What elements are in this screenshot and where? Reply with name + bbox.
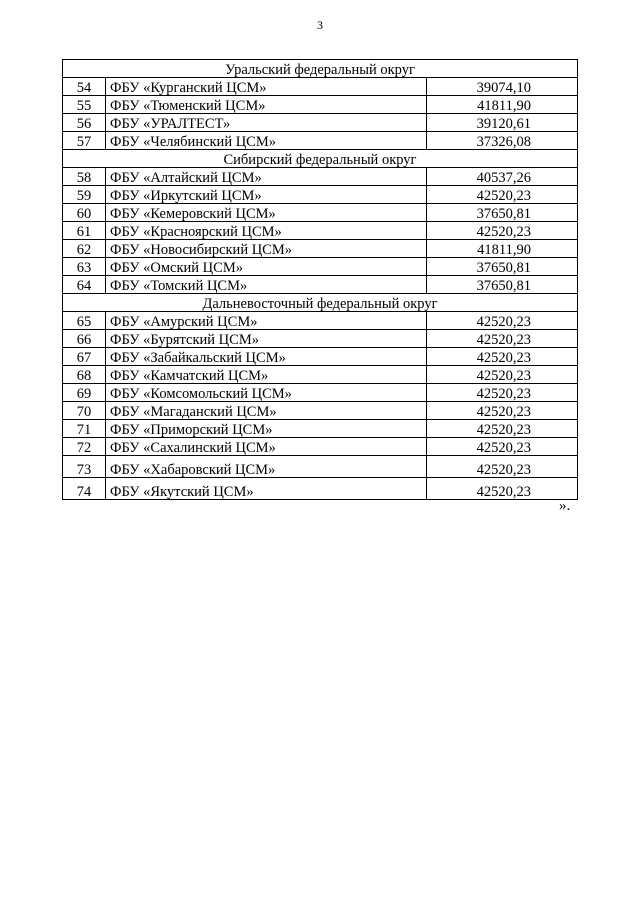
organization-name: ФБУ «Томский ЦСМ»: [106, 276, 427, 294]
organization-name: ФБУ «Магаданский ЦСМ»: [106, 402, 427, 420]
table-row: [63, 132, 578, 150]
organization-name: ФБУ «Сахалинский ЦСМ»: [106, 438, 427, 456]
amount-value: 42520,23: [427, 420, 578, 438]
row-number: 73: [63, 456, 106, 478]
amount-value: 37650,81: [427, 276, 578, 294]
row-number: 72: [63, 438, 106, 456]
amount-value: 42520,23: [427, 312, 578, 330]
section-title: Сибирский федеральный округ: [63, 150, 578, 168]
organization-name: ФБУ «Иркутский ЦСМ»: [106, 186, 427, 204]
organization-name: ФБУ «Тюменский ЦСМ»: [106, 96, 427, 114]
section-header-row: [63, 60, 578, 78]
amount-value: 42520,23: [427, 438, 578, 456]
organizations-table: [62, 59, 578, 500]
amount-value: 42520,23: [427, 402, 578, 420]
section-title: Дальневосточный федеральный округ: [63, 294, 578, 312]
organization-name: ФБУ «Комсомольский ЦСМ»: [106, 384, 427, 402]
organization-name: ФБУ «Омский ЦСМ»: [106, 258, 427, 276]
table-row: [63, 438, 578, 456]
organization-name: ФБУ «Кемеровский ЦСМ»: [106, 204, 427, 222]
section-header-row: [63, 294, 578, 312]
organization-name: ФБУ «Челябинский ЦСМ»: [106, 132, 427, 150]
amount-value: 42520,23: [427, 222, 578, 240]
table-row: [63, 96, 578, 114]
amount-value: 42520,23: [427, 366, 578, 384]
organization-name: ФБУ «Амурский ЦСМ»: [106, 312, 427, 330]
table-row: [63, 420, 578, 438]
row-number: 67: [63, 348, 106, 366]
table-row: [63, 222, 578, 240]
row-number: 64: [63, 276, 106, 294]
table-row: [63, 168, 578, 186]
row-number: 63: [63, 258, 106, 276]
table-row: [63, 384, 578, 402]
organization-name: ФБУ «Камчатский ЦСМ»: [106, 366, 427, 384]
row-number: 54: [63, 78, 106, 96]
section-title: Уральский федеральный округ: [63, 60, 578, 78]
amount-value: 42520,23: [427, 384, 578, 402]
table-row: [63, 456, 578, 478]
organization-name: ФБУ «Новосибирский ЦСМ»: [106, 240, 427, 258]
row-number: 58: [63, 168, 106, 186]
row-number: 65: [63, 312, 106, 330]
organization-name: ФБУ «Забайкальский ЦСМ»: [106, 348, 427, 366]
amount-value: 37650,81: [427, 258, 578, 276]
amount-value: 40537,26: [427, 168, 578, 186]
table-row: [63, 276, 578, 294]
table-row: [63, 330, 578, 348]
row-number: 68: [63, 366, 106, 384]
row-number: 69: [63, 384, 106, 402]
organization-name: ФБУ «Якутский ЦСМ»: [106, 478, 427, 500]
table-row: [63, 114, 578, 132]
organization-name: ФБУ «Бурятский ЦСМ»: [106, 330, 427, 348]
amount-value: 42520,23: [427, 456, 578, 478]
amount-value: 41811,90: [427, 240, 578, 258]
organization-name: ФБУ «УРАЛТЕСТ»: [106, 114, 427, 132]
amount-value: 42520,23: [427, 478, 578, 500]
row-number: 61: [63, 222, 106, 240]
page-number: 3: [317, 18, 323, 32]
table-row: [63, 204, 578, 222]
table-row: [63, 312, 578, 330]
row-number: 59: [63, 186, 106, 204]
closing-quote-mark: ».: [559, 498, 571, 514]
amount-value: 37326,08: [427, 132, 578, 150]
row-number: 71: [63, 420, 106, 438]
amount-value: 39120,61: [427, 114, 578, 132]
row-number: 60: [63, 204, 106, 222]
row-number: 66: [63, 330, 106, 348]
amount-value: 42520,23: [427, 348, 578, 366]
organization-name: ФБУ «Курганский ЦСМ»: [106, 78, 427, 96]
organization-name: ФБУ «Хабаровский ЦСМ»: [106, 456, 427, 478]
row-number: 57: [63, 132, 106, 150]
table-row: [63, 240, 578, 258]
section-header-row: [63, 150, 578, 168]
table-row: [63, 478, 578, 500]
row-number: 55: [63, 96, 106, 114]
table-row: [63, 348, 578, 366]
table-row: [63, 258, 578, 276]
table-row: [63, 402, 578, 420]
table-row: [63, 78, 578, 96]
organization-name: ФБУ «Приморский ЦСМ»: [106, 420, 427, 438]
organization-name: ФБУ «Красноярский ЦСМ»: [106, 222, 427, 240]
organization-name: ФБУ «Алтайский ЦСМ»: [106, 168, 427, 186]
row-number: 70: [63, 402, 106, 420]
amount-value: 42520,23: [427, 186, 578, 204]
table-row: [63, 366, 578, 384]
amount-value: 37650,81: [427, 204, 578, 222]
table-row: [63, 186, 578, 204]
amount-value: 41811,90: [427, 96, 578, 114]
row-number: 62: [63, 240, 106, 258]
amount-value: 42520,23: [427, 330, 578, 348]
row-number: 56: [63, 114, 106, 132]
row-number: 74: [63, 478, 106, 500]
amount-value: 39074,10: [427, 78, 578, 96]
